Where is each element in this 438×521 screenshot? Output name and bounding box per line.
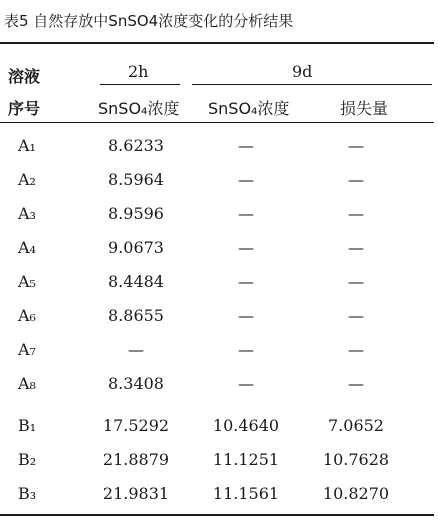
table-row <box>0 264 434 298</box>
table-row <box>0 298 434 332</box>
cell-9d-concentration: — <box>238 306 254 325</box>
cell-9d-concentration: — <box>238 238 254 257</box>
row-id: A₂ <box>18 170 36 189</box>
table-row <box>0 196 434 230</box>
cell-9d-concentration: 11.1251 <box>212 450 280 469</box>
cell-2h-concentration: 8.9596 <box>108 204 164 223</box>
cell-2h-concentration: — <box>128 340 144 359</box>
row-label-header-line1: 溶液 <box>8 67 41 86</box>
table-row <box>0 476 434 510</box>
row-id: A₈ <box>18 374 36 393</box>
cell-2h-concentration: 17.5292 <box>102 416 170 435</box>
table-row <box>0 366 434 400</box>
cell-2h-concentration: 8.8655 <box>108 306 164 325</box>
row-id: A₇ <box>18 340 36 359</box>
row-id: A₆ <box>18 306 36 325</box>
column-header-9d-concentration: SnSO₄浓度 <box>208 99 290 118</box>
group-rule-2h <box>100 84 180 85</box>
group-header-2h: 2h <box>128 62 149 81</box>
cell-9d-loss: — <box>348 340 364 359</box>
cell-9d-concentration: 10.4640 <box>212 416 280 435</box>
cell-9d-concentration: — <box>238 374 254 393</box>
cell-2h-concentration: 21.8879 <box>102 450 170 469</box>
row-id: B₂ <box>18 450 37 469</box>
table-row <box>0 442 434 476</box>
cell-9d-concentration: — <box>238 272 254 291</box>
cell-9d-concentration: — <box>238 340 254 359</box>
cell-2h-concentration: 8.5964 <box>108 170 164 189</box>
cell-9d-loss: 10.8270 <box>322 484 390 503</box>
cell-2h-concentration: 8.6233 <box>108 136 164 155</box>
cell-2h-concentration: 9.0673 <box>108 238 164 257</box>
cell-2h-concentration: 8.4484 <box>108 272 164 291</box>
cell-9d-concentration: — <box>238 204 254 223</box>
row-label-header-line2: 序号 <box>8 99 41 118</box>
row-id: B₁ <box>18 416 37 435</box>
cell-9d-concentration: — <box>238 136 254 155</box>
cell-9d-loss: — <box>348 136 364 155</box>
cell-9d-concentration: — <box>238 170 254 189</box>
table-caption: 表5 自然存放中SnSO4浓度变化的分析结果 <box>4 12 294 30</box>
cell-9d-loss: — <box>348 272 364 291</box>
top-rule <box>0 42 434 44</box>
cell-9d-loss: — <box>348 170 364 189</box>
row-id: A₃ <box>18 204 36 223</box>
group-header-9d: 9d <box>292 62 313 81</box>
cell-9d-loss: — <box>348 374 364 393</box>
cell-9d-loss: 7.0652 <box>328 416 384 435</box>
bottom-rule <box>0 514 434 516</box>
table-row <box>0 408 434 442</box>
column-header-2h-concentration: SnSO₄浓度 <box>98 99 180 118</box>
row-id: B₃ <box>18 484 37 503</box>
header-rule <box>0 122 434 123</box>
cell-9d-loss: — <box>348 306 364 325</box>
row-id: A₄ <box>18 238 36 257</box>
cell-9d-loss: — <box>348 238 364 257</box>
cell-9d-loss: — <box>348 204 364 223</box>
cell-2h-concentration: 21.9831 <box>102 484 170 503</box>
table-row <box>0 332 434 366</box>
row-id: A₁ <box>18 136 36 155</box>
cell-9d-loss: 10.7628 <box>322 450 390 469</box>
table-row <box>0 230 434 264</box>
table-row <box>0 128 434 162</box>
column-header-9d-loss: 损失量 <box>340 99 389 118</box>
table-row <box>0 162 434 196</box>
group-rule-9d <box>192 84 432 85</box>
row-id: A₅ <box>18 272 36 291</box>
cell-2h-concentration: 8.3408 <box>108 374 164 393</box>
cell-9d-concentration: 11.1561 <box>212 484 280 503</box>
